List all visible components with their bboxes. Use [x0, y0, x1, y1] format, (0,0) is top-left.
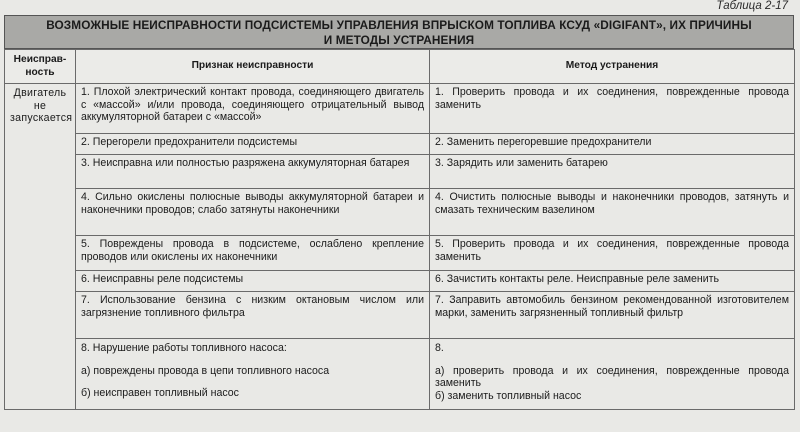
table-title-line-2: И МЕТОДЫ УСТРАНЕНИЯ: [323, 33, 475, 47]
symptom-sub-b: б) неисправен топливный насос: [81, 387, 239, 399]
table-row: [5, 189, 795, 236]
symptom-main: 8. Нарушение работы топливного насоса:: [81, 342, 287, 354]
method-cell: [430, 339, 795, 410]
symptom-cell: 6. Неисправны реле подсистемы: [76, 271, 430, 292]
method-sub-a: а) проверить провода и их соединения, поврежденные провода заменить: [435, 364, 789, 389]
method-cell: 2. Заменить перегоревшие предохранители: [430, 134, 795, 155]
method-cell: 6. Зачистить контакты реле. Неисправные реле заменить: [430, 271, 795, 292]
header-method: Метод устранения: [430, 50, 795, 84]
method-main: 8.: [435, 342, 444, 354]
symptom-cell: 7. Использование бензина с низким октановым числом или загрязнение топливного фильтра: [76, 292, 430, 339]
symptom-cell: 3. Неисправна или полностью разряжена аккумуляторная батарея: [76, 155, 430, 189]
header-symptom: Признак неисправности: [76, 50, 430, 84]
symptom-cell: [76, 339, 430, 410]
table-row: [5, 271, 795, 292]
table-number: Таблица 2-17: [716, 0, 788, 12]
table-row: [5, 134, 795, 155]
table-title-line-1: ВОЗМОЖНЫЕ НЕИСПРАВНОСТИ ПОДСИСТЕМЫ УПРАВЛЕНИЯ ВПРЫСКОМ ТОПЛИВА КСУД «DIGIFANT», ИХ ПРИЧИНЫ: [46, 18, 752, 32]
table-title: [4, 15, 794, 49]
method-cell: 3. Зарядить или заменить батарею: [430, 155, 795, 189]
method-cell: 5. Проверить провода и их соединения, поврежденные провода заменить: [430, 236, 795, 271]
table-row: [5, 84, 795, 134]
symptom-cell: 5. Повреждены провода в подсистеме, ослаблено крепление проводов или окислены их наконечники: [76, 236, 430, 271]
faults-table: [4, 49, 795, 410]
symptom-cell: 2. Перегорели предохранители подсистемы: [76, 134, 430, 155]
table-row: [5, 292, 795, 339]
table-row: [5, 155, 795, 189]
symptom-cell: 4. Сильно окислены полюсные выводы аккумуляторной батареи и наконечники проводов; слабо затянуты наконечники: [76, 189, 430, 236]
header-row: [5, 50, 795, 84]
symptom-sub-a: а) повреждены провода в цепи топливного насоса: [81, 364, 330, 377]
table-row: [5, 339, 795, 410]
method-sub-b: б) заменить топливный насос: [435, 389, 582, 402]
method-cell: 7. Заправить автомобиль бензином рекомендованной изготовителем марки, заменить загрязненный топливный фильтр: [430, 292, 795, 339]
table-row: [5, 236, 795, 271]
header-fault: Неисправ-ность: [5, 50, 76, 84]
method-cell: 4. Очистить полюсные выводы и наконечники проводов, затянуть и смазать техническим вазелином: [430, 189, 795, 236]
fault-cell: Двигатель не запускается: [5, 84, 76, 410]
method-cell: 1. Проверить провода и их соединения, поврежденные провода заменить: [430, 84, 795, 134]
symptom-cell: 1. Плохой электрический контакт провода, соединяющего двигатель с «массой» и/или провода, соединяющего отрицательный вывод аккумуляторной батареи с «массой»: [76, 84, 430, 134]
